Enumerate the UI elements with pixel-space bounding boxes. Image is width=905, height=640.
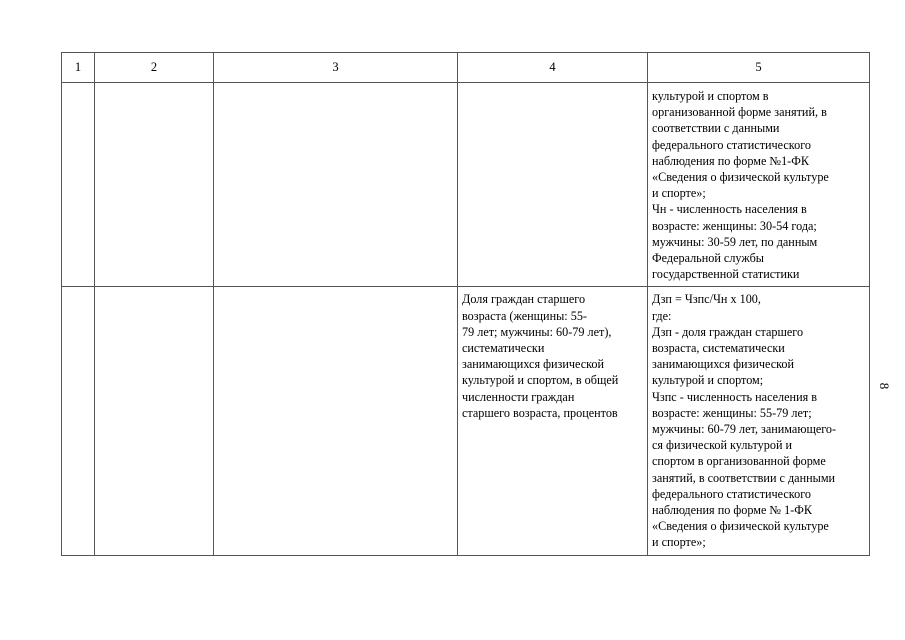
page-number: 8 (877, 382, 892, 390)
calculation-method-text: Дзп = Чзпс/Чн х 100, где: Дзп - доля граждан старшего возраста, систематически занимающихся физической культурой и спортом; Чзпс - численность населения в возрасте: женщины: 55-79 лет; мужчины: 60-79 лет, занимающего- ся физической культурой и спортом в организованной форме занятий, в соответствии с данными федерального статистического наблюдения по форме № 1-ФК «Сведения о физической культуре и спорте»; (652, 292, 837, 550)
cell-text (458, 83, 647, 92)
cell-text (95, 287, 213, 296)
indicator-table (61, 52, 870, 556)
table-cell-col2 (95, 83, 214, 287)
table-cell-col2 (95, 287, 214, 555)
table-cell-col5 (648, 83, 870, 287)
table-cell-col5 (648, 287, 870, 555)
table-cell-col3 (214, 83, 458, 287)
cell-text (214, 287, 457, 296)
column-header-4: 4 (458, 53, 648, 83)
table-cell-col4 (458, 83, 648, 287)
cell-text (62, 287, 94, 296)
cell-text (62, 83, 94, 92)
cell-text (214, 83, 457, 92)
table-cell-col1 (62, 287, 95, 555)
table-cell-col4 (458, 287, 648, 555)
indicator-name-text: Доля граждан старшего возраста (женщины: 55- 79 лет; мужчины: 60-79 лет), систематически занимающихся физической культурой и спортом, в общей численности граждан старшего возраста, процентов (462, 292, 619, 420)
column-header-5: 5 (648, 53, 870, 83)
column-header-2: 2 (95, 53, 214, 83)
table-row (62, 83, 870, 287)
table-header-row (62, 53, 870, 83)
table-row (62, 287, 870, 555)
table-cell-col3 (214, 287, 458, 555)
calculation-method-text: культурой и спортом в организованной форме занятий, в соответствии с данными федерального статистического наблюдения по форме №1-ФК «Сведения о физической культуре и спорте»; Чн - численность населения в возрасте: женщины: 30-54 года; мужчины: 30-59 лет, по данным Федеральной службы государственной статистики (652, 89, 829, 282)
cell-text (95, 83, 213, 92)
column-header-1: 1 (62, 53, 95, 83)
column-header-3: 3 (214, 53, 458, 83)
table-cell-col1 (62, 83, 95, 287)
